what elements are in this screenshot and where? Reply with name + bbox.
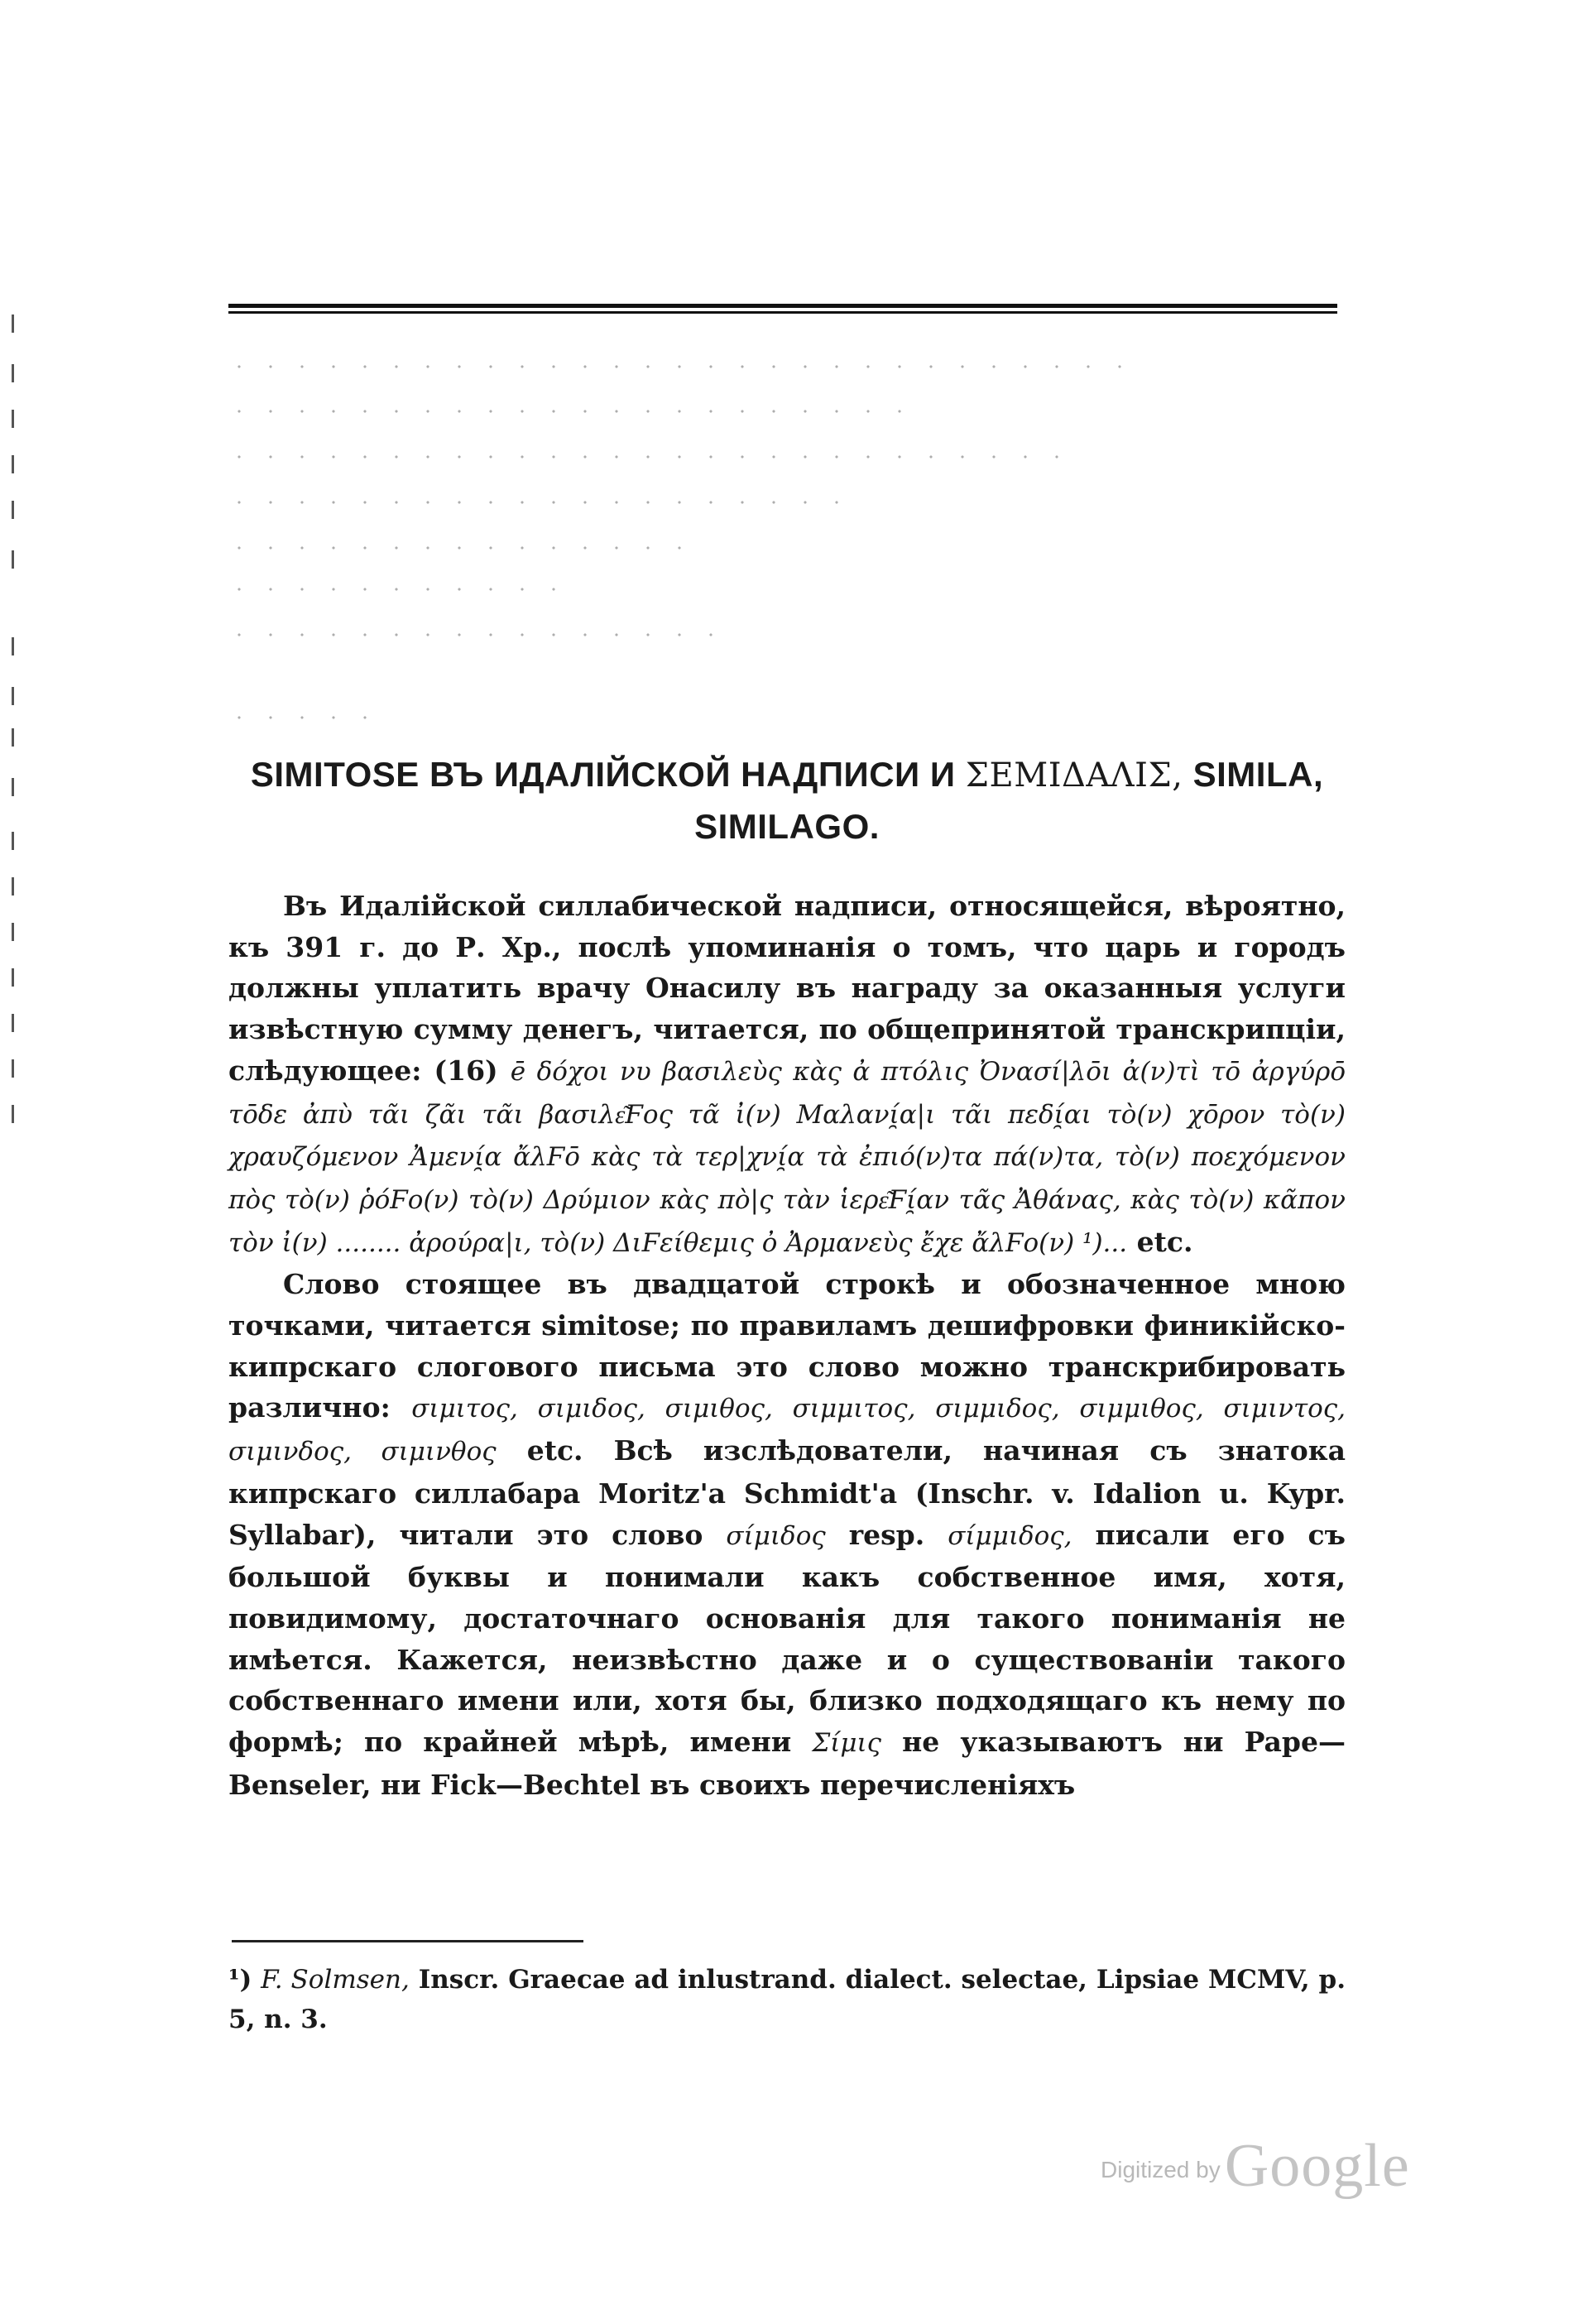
footnote-author: F. Solmsen,: [261, 1965, 410, 1995]
p2-greek-simmidos: σίμμιδος,: [948, 1520, 1072, 1551]
bleed-through-marks: [223, 361, 1134, 372]
bleed-through-marks: [223, 629, 720, 641]
title-line2: SIMILAGO.: [694, 807, 880, 846]
google-watermark: [1101, 2131, 1448, 2200]
p2-part4: не указываютъ ни Pape—Benseler, ни Fick—Bechtel въ своихъ перечисленіяхъ: [228, 1726, 1346, 1801]
bleed-through-marks: [223, 542, 687, 554]
footnote-rule: [232, 1940, 583, 1942]
p2-greek-simis: Σίμις: [812, 1728, 882, 1759]
bleed-through-marks: [223, 712, 372, 723]
p2-part3: писали его съ большой буквы и понимали какъ собственное имя, хотя, повидимому, достаточнаго основанія для такого пониманія не имѣется. Кажется, неизвѣстно даже и о существованіи такого собственнаго имени или, хотя бы, близко подходящаго къ нему по формѣ; по крайней мѣрѣ, имени: [228, 1518, 1346, 1759]
paragraph-1: [228, 886, 1346, 1264]
top-double-rule: [228, 304, 1337, 314]
p1-greek-inscription: ē δόχοι νυ βασιλεὺς κὰς ἀ πτόλις Ὀνασί|λōι ἀ(ν)τὶ τō ἀργύρō τōδε ἀπὺ τᾶι ζᾶι τᾶι βασιλε͂Ϝος τᾶ ἰ(ν) Μαλανί̯α|ι τᾶι πεδί̯αι τὸ(ν) χōρον τὸ(ν) χραυζόμενον Ἀμενί̯α ἄλϜō κὰς τὰ τερ|χνί̯α τὰ ἐπιό(ν)τα πά(ν)τα, τὸ(ν) ποεχόμενον πὸς τὸ(ν) ῥόϜο(ν) τὸ(ν) Δρύμιον κὰς πὸ|ς τὰν ἱερε͂Ϝί̯αν τᾶς Ἀθάνας, κὰς τὸ(ν) κᾶπον τὸν ἰ(ν) ........ ἀρούρα|ι, τὸ(ν) ΔιϜείθεμις ὀ Ἀρμανεὺς ἔχε ἄλϜο(ν) ¹)...: [228, 1056, 1346, 1258]
p1-intro: Въ Идалійской силлабической надписи, относящейся, вѣроятно, къ 391 г. до Р. Хр., послѣ упоминанія о томъ, что царь и городъ должны уплатить врачу Онасилу въ награду за оказанныя услуги извѣстную сумму денегъ, читается, по общепринятой транскрипціи, слѣдующее: (16): [228, 890, 1346, 1087]
bleed-through-marks: [223, 583, 571, 595]
margin-ticks: [12, 315, 18, 1225]
google-logo: Google: [1224, 2132, 1410, 2200]
bleed-through-marks: [223, 406, 902, 417]
bleed-through-marks: [223, 497, 852, 508]
p2-greek-variants: σιμιτος, σιμιδος, σιμιθος, σιμμιτος, σιμμιδος, σιμμιθος, σιμιντος, σιμινδος, σιμινθος: [228, 1394, 1346, 1467]
body-text: [228, 886, 1346, 1805]
p1-etc: etc.: [1136, 1225, 1193, 1258]
paragraph-2: [228, 1264, 1346, 1805]
footnote-text: Inscr. Graecae ad inlustrand. dialect. selectae, Lipsiae MCMV, p. 5, n. 3.: [228, 1965, 1346, 2034]
title-line1: SIMITOSE ВЪ ИДАЛІЙСКОЙ НАДПИСИ И: [250, 755, 956, 794]
digitized-by-label: Digitized by: [1101, 2157, 1221, 2182]
title-greek-word: ΣΕΜΙΔΑΛΙΣ,: [965, 756, 1183, 795]
p2-resp: resp.: [848, 1518, 925, 1551]
footnote-marker: ¹): [228, 1965, 252, 1995]
p2-intro: Слово стоящее въ двадцатой строкѣ и обозначенное мною точками, читается simitose; по правиламъ дешифровки финикійско-кипрскаго слогового письма это слово можно транскрибировать различно:: [228, 1268, 1346, 1424]
article-title: [228, 749, 1346, 852]
footnote: [228, 1960, 1346, 2039]
title-line1-end: SIMILA,: [1192, 755, 1324, 794]
p2-part2: etc. Всѣ изслѣдователи, начиная съ знатока кипрскаго силлабара Moritz'a Schmidt'a (Inschr. v. Idalion u. Kypr. Syllabar), читали это слово: [228, 1434, 1346, 1551]
bleed-through-marks: [223, 451, 1084, 463]
p2-greek-simidos: σίμιδος: [726, 1520, 826, 1551]
